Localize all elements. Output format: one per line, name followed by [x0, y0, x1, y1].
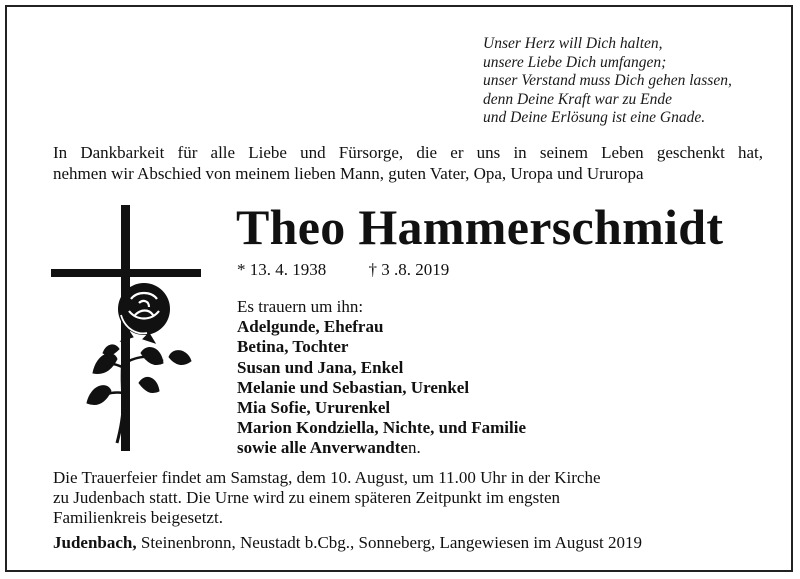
cross-with-rose-icon: [51, 203, 201, 455]
mourner: Mia Sofie, Ururenkel: [237, 398, 391, 418]
obituary-frame: [5, 5, 793, 572]
poem-line: unser Verstand muss Dich gehen lassen,: [483, 72, 732, 90]
poem-line: unsere Liebe Dich umfangen;: [483, 53, 667, 71]
poem-line: denn Deine Kraft war zu Ende: [483, 90, 672, 108]
mourner: Melanie und Sebastian, Urenkel: [237, 377, 470, 397]
footer-places: [53, 532, 642, 554]
mourner: Susan und Jana, Enkel: [237, 357, 404, 377]
mourners-closing: [237, 438, 526, 458]
mourner: Betina, Tochter: [237, 337, 349, 357]
poem: [483, 35, 783, 128]
birth-date: * 13. 4. 1938: [237, 260, 327, 279]
deceased-name: Theo Hammerschmidt: [236, 199, 724, 255]
service-line: Die Trauerfeier findet am Samstag, dem 10. August, um 11.00 Uhr in der Kirche: [53, 468, 601, 487]
service-line: Familienkreis beigesetzt.: [53, 508, 223, 527]
intro-line: In Dankbarkeit für alle Liebe und Fürsorge, die er uns in seinem Leben geschenkt hat,: [53, 143, 763, 162]
life-dates: [237, 259, 449, 281]
service-line: zu Judenbach statt. Die Urne wird zu einem späteren Zeitpunkt im engsten: [53, 488, 561, 507]
mourners: [237, 297, 526, 459]
intro-line: nehmen wir Abschied von meinem lieben Mann, guten Vater, Opa, Uropa und Ururopa: [53, 164, 644, 183]
mourners-heading: Es trauern um ihn:: [237, 297, 364, 316]
funeral-service-info: [53, 468, 773, 528]
mourners-closing-bold: sowie alle Anverwandte: [237, 438, 408, 458]
poem-line: und Deine Erlösung ist eine Gnade.: [483, 109, 706, 127]
footer-places-list: Steinenbronn, Neustadt b.Cbg., Sonneberg, Langewiesen im August 2019: [136, 533, 643, 552]
intro-text: [53, 142, 763, 184]
mourner: Adelgunde, Ehefrau: [237, 317, 384, 337]
footer-town: Judenbach,: [53, 533, 137, 552]
poem-line: Unser Herz will Dich halten,: [483, 35, 663, 52]
mourners-closing-rest: n.: [407, 438, 421, 458]
death-date: † 3 .8. 2019: [368, 260, 450, 279]
mourner: Marion Kondziella, Nichte, und Familie: [237, 418, 526, 438]
